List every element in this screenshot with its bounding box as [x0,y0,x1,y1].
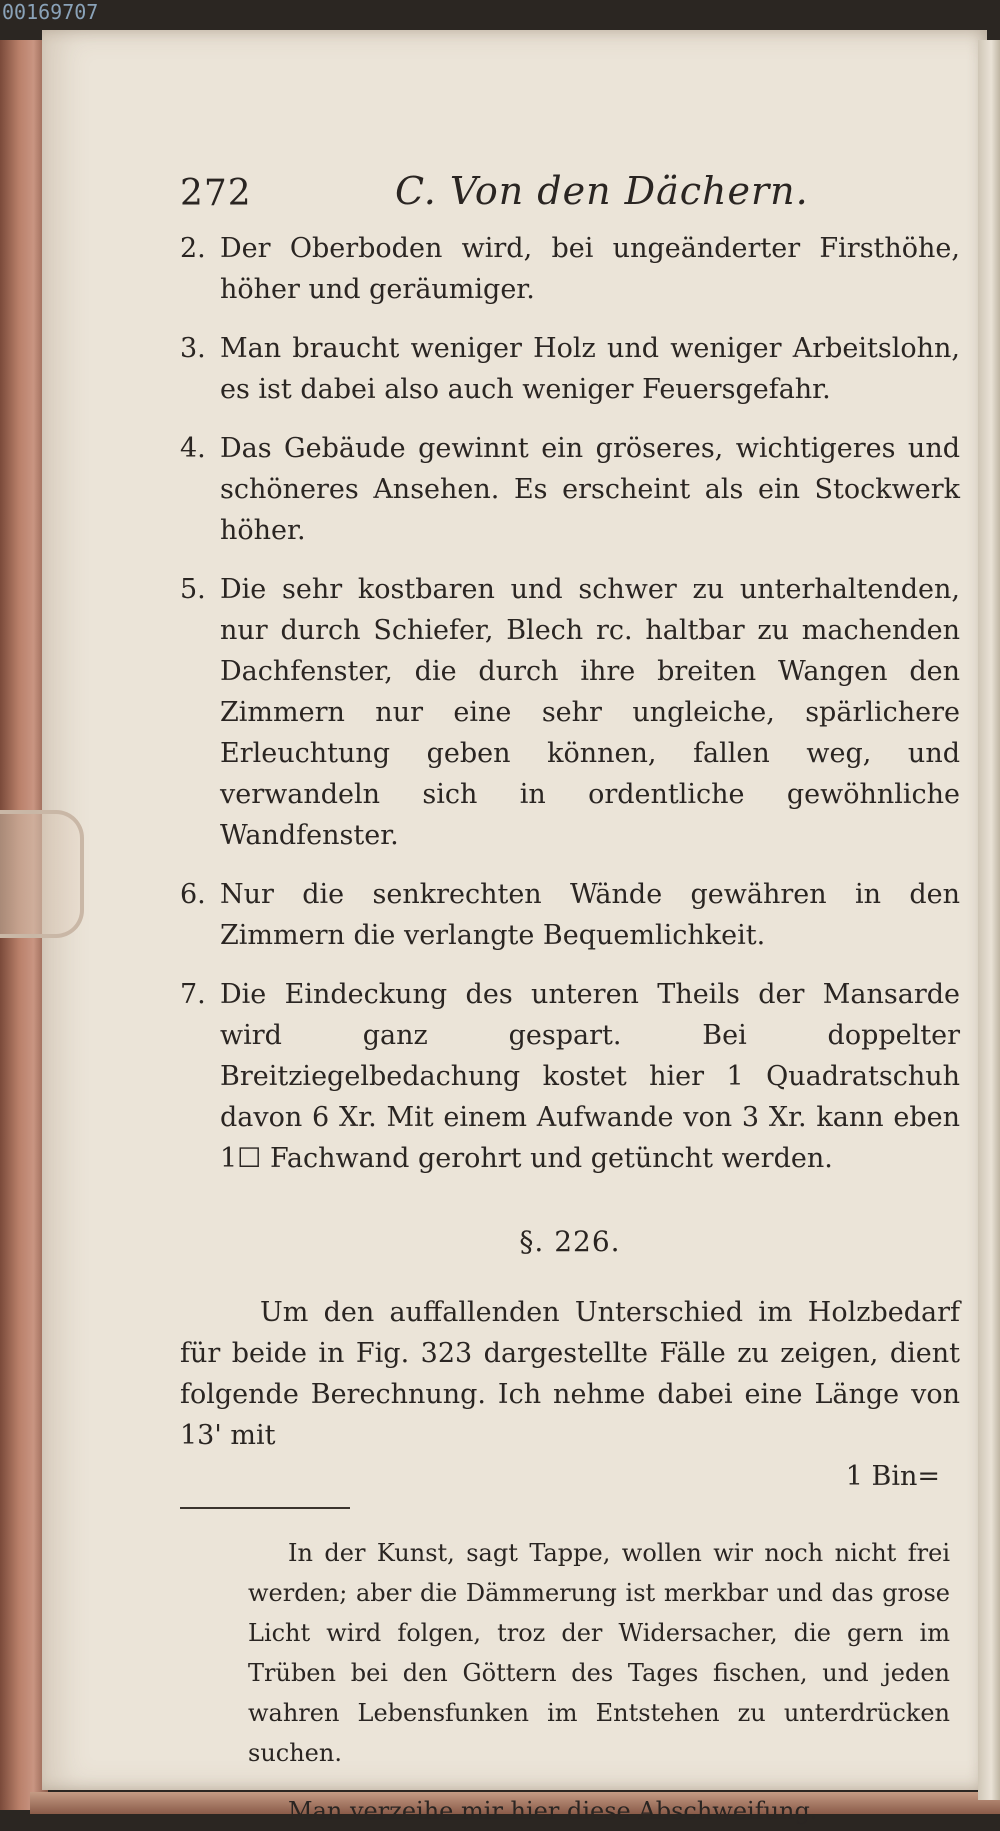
list-item-number: 6. [180,879,206,910]
list-item-number: 3. [180,333,206,364]
list-item-number: 2. [180,233,206,264]
list-item-text: Der Oberboden wird, bei ungeänderter Firsthöhe, höher und geräumiger. [220,233,960,305]
list-item-text: Die Eindeckung des unteren Theils der Mansarde wird ganz gespart. Bei doppelter Breitziegelbedachung kostet hier 1 Quadratschuh davon 6 Xr. Mit einem Aufwande von 3 Xr. kann eben 1☐ Fachwand gerohrt und getüncht werden. [220,979,960,1174]
book-page-edges-right [978,40,1000,1800]
section-heading: §. 226. [519,1225,621,1258]
list-item [180,228,960,310]
footnote-paragraph: Man verzeihe mir hier diese Abschweifung. [288,1797,818,1825]
main-text [180,228,960,1497]
page-header [180,165,980,225]
section-paragraph: Um den auffallenden Unterschied im Holzbedarf für beide in Fig. 323 dargestellte Fälle zu zeigen, dient folgende Berechnung. Ich nehme dabei eine Länge von 13' mit [180,1297,960,1451]
list-item [180,428,960,551]
list-item [180,328,960,410]
scan-identifier: 00169707 [2,0,99,24]
page-clip [0,810,84,938]
list-item-text: Die sehr kostbaren und schwer zu unterhaltenden, nur durch Schiefer, Blech rc. haltbar zu machenden Dachfenster, die durch ihre breiten Wangen den Zimmern nur eine sehr ungleiche, spärlichere Erleuchtung geben können, fallen weg, und verwandeln sich in ordentliche gewöhnliche Wandfenster. [220,574,960,851]
running-head: C. Von den Dächern. [395,169,809,213]
footnote-paragraph: In der Kunst, sagt Tappe, wollen wir noch nicht frei werden; aber die Dämmerung ist merkbar und das grose Licht wird folgen, troz der Widersacher, die gern im Trüben bei den Göttern des Tages fischen, und jeden wahren Lebensfunken im Entstehen zu unterdrücken suchen. [248,1539,950,1767]
footnote [248,1533,950,1831]
list-item-number: 7. [180,979,206,1010]
list-item-number: 4. [180,433,206,464]
list-item-text: Man braucht weniger Holz und weniger Arbeitslohn, es ist dabei also auch weniger Feuersgefahr. [220,333,960,405]
list-item-text: Das Gebäude gewinnt ein gröseres, wichtigeres und schöneres Ansehen. Es erscheint als ein Stockwerk höher. [220,433,960,546]
page-number: 272 [180,173,252,214]
catchword: 1 Bin= [845,1461,940,1492]
footnote-divider [180,1507,350,1509]
list-item [180,874,960,956]
list-item-text: Nur die senkrechten Wände gewähren in den Zimmern die verlangte Bequemlichkeit. [220,879,960,951]
list-item [180,974,960,1179]
list-item-number: 5. [180,574,206,605]
list-item [180,569,960,856]
